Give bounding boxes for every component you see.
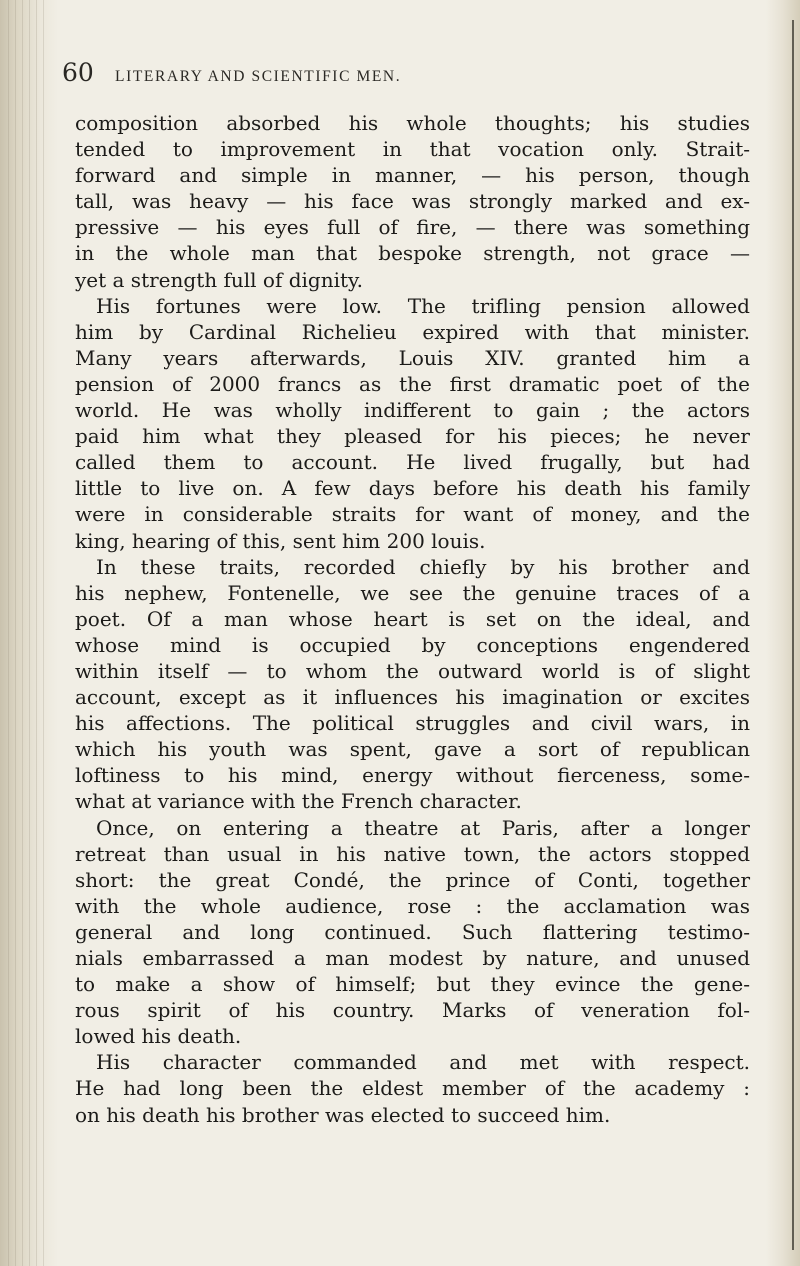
text-line: yet a strength full of dignity. bbox=[75, 267, 364, 292]
paragraph-first-line: Once, on entering a theatre at Paris, after a longer bbox=[96, 815, 750, 840]
text-line: account, except as it influences his imagination or excites bbox=[75, 685, 750, 710]
text-line: what at variance with the French character. bbox=[75, 789, 522, 814]
text-line: general and long continued. Such flattering testimo- bbox=[75, 919, 750, 944]
text-line: Many years afterwards, Louis XIV. granted him a bbox=[75, 345, 750, 370]
text-line: poet. Of a man whose heart is set on the ideal, and bbox=[75, 606, 750, 631]
paragraph-first-line: His fortunes were low. The trifling pension allowed bbox=[96, 293, 750, 318]
text-line: forward and simple in manner, — his person, though bbox=[75, 163, 750, 188]
text-line: his affections. The political struggles and civil wars, in bbox=[75, 711, 750, 736]
text-line: lowed his death. bbox=[75, 1024, 242, 1049]
text-line: nials embarrassed a man modest by nature, and unused bbox=[75, 946, 750, 970]
text-line: loftiness to his mind, energy without fierceness, some- bbox=[75, 763, 750, 788]
book-page bbox=[60, 0, 766, 1266]
text-line: were in considerable straits for want of money, and the bbox=[75, 502, 750, 527]
text-line: on his death his brother was elected to succeed him. bbox=[75, 1102, 611, 1127]
text-line: him by Cardinal Richelieu expired with that minister. bbox=[75, 319, 750, 344]
text-line: rous spirit of his country. Marks of veneration fol- bbox=[75, 998, 750, 1023]
page-edge-right bbox=[766, 0, 800, 1266]
page-edge-right-line bbox=[792, 20, 794, 1250]
text-line: which his youth was spent, gave a sort of republican bbox=[75, 737, 750, 762]
text-line: composition absorbed his whole thoughts; his studies bbox=[75, 111, 750, 135]
text-line: retreat than usual in his native town, the actors stopped bbox=[75, 841, 750, 866]
text-line: tended to improvement in that vocation only. Strait- bbox=[75, 137, 750, 162]
text-line: his nephew, Fontenelle, we see the genuine traces of a bbox=[75, 580, 750, 605]
text-line: paid him what they pleased for his pieces; he never bbox=[75, 424, 750, 449]
text-line: He had long been the eldest member of the academy : bbox=[75, 1076, 750, 1101]
text-line: pension of 2000 francs as the first dramatic poet of the bbox=[75, 371, 750, 396]
page-edge-left-texture bbox=[8, 0, 48, 1266]
page-number: 60 bbox=[62, 58, 94, 87]
paragraph-first-line: His character commanded and met with respect. bbox=[96, 1050, 750, 1075]
text-line: pressive — his eyes full of fire, — there was something bbox=[75, 215, 750, 240]
text-line: within itself — to whom the outward world is of slight bbox=[75, 658, 750, 683]
text-line: world. He was wholly indifferent to gain ; the actors bbox=[75, 398, 750, 423]
text-line: little to live on. A few days before his death his family bbox=[75, 476, 750, 501]
text-line: king, hearing of this, sent him 200 louis. bbox=[75, 528, 486, 553]
paragraph-first-line: In these traits, recorded chiefly by his brother and bbox=[96, 554, 750, 579]
page-header bbox=[60, 58, 766, 98]
text-line: whose mind is occupied by conceptions engendered bbox=[75, 632, 750, 657]
text-line: to make a show of himself; but they evince the gene- bbox=[75, 972, 750, 997]
text-line: with the whole audience, rose : the acclamation was bbox=[75, 893, 750, 918]
text-line: tall, was heavy — his face was strongly marked and ex- bbox=[75, 189, 750, 214]
body-text bbox=[75, 110, 750, 1128]
text-line: short: the great Condé, the prince of Conti, together bbox=[75, 867, 750, 892]
running-head: LITERARY AND SCIENTIFIC MEN. bbox=[115, 68, 402, 85]
text-line: in the whole man that bespoke strength, not grace — bbox=[75, 241, 750, 266]
text-line: called them to account. He lived frugally, but had bbox=[75, 450, 750, 475]
